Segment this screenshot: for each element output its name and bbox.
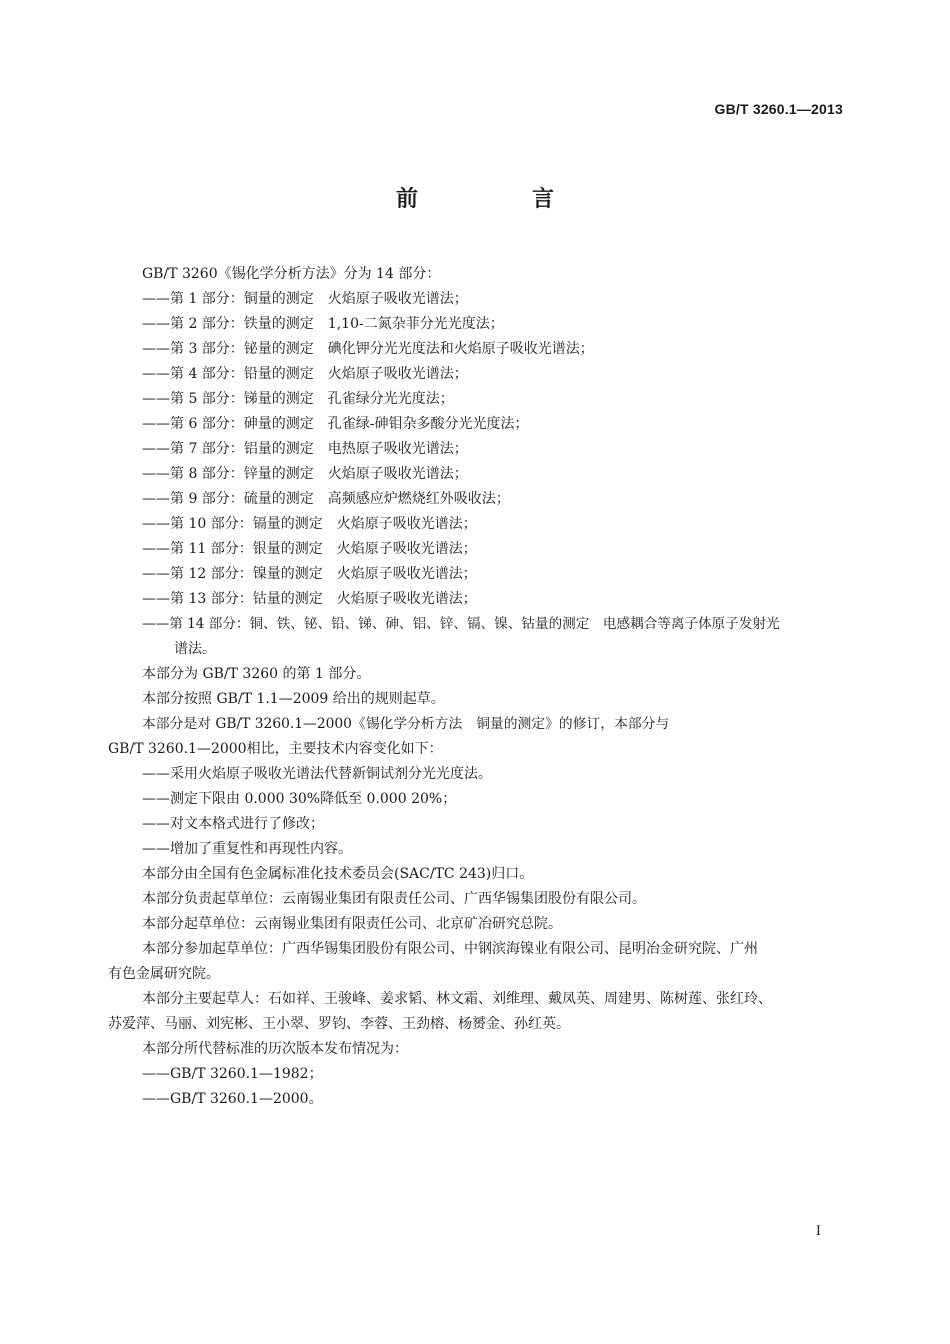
change-item-2: ——测定下限由 0.000 30%降低至 0.000 20%；	[142, 791, 457, 807]
proposed-by-paragraph: 本部分由全国有色金属标准化技术委员会(SAC/TC 243)归口。	[142, 866, 534, 882]
history-item-2: ——GB/T 3260.1—2000。	[142, 1091, 323, 1107]
list-item-part-5: ——第 5 部分：锑量的测定 孔雀绿分光光度法；	[142, 391, 454, 407]
list-item-part-14-line-1: ——第 14 部分：铜、铁、铋、铅、锑、砷、铝、锌、镉、镍、钴量的测定 电感耦合等离子体原子发射光	[142, 616, 780, 632]
list-item-part-2: ——第 2 部分：铁量的测定 1,10-二氮杂菲分光光度法；	[142, 316, 504, 332]
list-item-part-12: ——第 12 部分：镍量的测定 火焰原子吸收光谱法；	[142, 566, 477, 582]
participating-units-line-1: 本部分参加起草单位：广西华锡集团股份有限公司、中钢滨海镍业有限公司、昆明冶金研究院、广州	[142, 941, 758, 957]
participating-units-line-2: 有色金属研究院。	[108, 966, 220, 982]
history-paragraph: 本部分所代替标准的历次版本发布情况为：	[142, 1041, 408, 1057]
change-item-1: ——采用火焰原子吸收光谱法代替新铜试剂分光光度法。	[142, 766, 492, 782]
intro-paragraph: GB/T 3260《锡化学分析方法》分为 14 部分：	[142, 266, 441, 282]
change-item-3: ——对文本格式进行了修改；	[142, 816, 324, 832]
list-item-part-7: ——第 7 部分：铝量的测定 电热原子吸收光谱法；	[142, 441, 468, 457]
list-item-part-6: ——第 6 部分：砷量的测定 孔雀绿-砷钼杂多酸分光光度法；	[142, 416, 529, 432]
list-item-part-9: ——第 9 部分：硫量的测定 高频感应炉燃烧红外吸收法；	[142, 491, 510, 507]
standard-code-header: GB/T 3260.1—2013	[714, 101, 843, 117]
list-item-part-14-line-2: 谱法。	[174, 641, 216, 657]
responsible-units-paragraph: 本部分负责起草单位：云南锡业集团有限责任公司、广西华锡集团股份有限公司。	[142, 891, 646, 907]
list-item-part-13: ——第 13 部分：钴量的测定 火焰原子吸收光谱法；	[142, 591, 477, 607]
foreword-body	[108, 262, 844, 1112]
history-item-1: ——GB/T 3260.1—1982；	[142, 1066, 323, 1082]
list-item-part-8: ——第 8 部分：锌量的测定 火焰原子吸收光谱法；	[142, 466, 468, 482]
list-item-part-4: ——第 4 部分：铅量的测定 火焰原子吸收光谱法；	[142, 366, 468, 382]
list-item-part-3: ——第 3 部分：铋量的测定 碘化钾分光光度法和火焰原子吸收光谱法；	[142, 341, 594, 357]
revision-paragraph-line-2: GB/T 3260.1—2000相比，主要技术内容变化如下：	[108, 741, 443, 757]
part-of-paragraph: 本部分为 GB/T 3260 的第 1 部分。	[142, 666, 371, 682]
drafting-rules-paragraph: 本部分按照 GB/T 1.1—2009 给出的规则起草。	[142, 691, 445, 707]
drafters-line-1: 本部分主要起草人：石如祥、王骏峰、姜求韬、林文霜、刘维理、戴凤英、周建男、陈树莲、张红玲、	[142, 991, 772, 1007]
page-title: 前 言	[395, 187, 600, 212]
change-item-4: ——增加了重复性和再现性内容。	[142, 841, 352, 857]
list-item-part-11: ——第 11 部分：银量的测定 火焰原子吸收光谱法；	[142, 541, 477, 557]
page-number: I	[815, 1224, 821, 1239]
drafters-line-2: 苏爱萍、马丽、刘宪彬、王小翠、罗钧、李蓉、王劲榕、杨赟金、孙红英。	[108, 1016, 570, 1032]
list-item-part-10: ——第 10 部分：镉量的测定 火焰原子吸收光谱法；	[142, 516, 477, 532]
drafting-units-paragraph: 本部分起草单位：云南锡业集团有限责任公司、北京矿冶研究总院。	[142, 916, 562, 932]
revision-paragraph-line-1: 本部分是对 GB/T 3260.1—2000《锡化学分析方法 铜量的测定》的修订，本部分与	[142, 716, 670, 732]
list-item-part-1: ——第 1 部分：铜量的测定 火焰原子吸收光谱法；	[142, 291, 468, 307]
